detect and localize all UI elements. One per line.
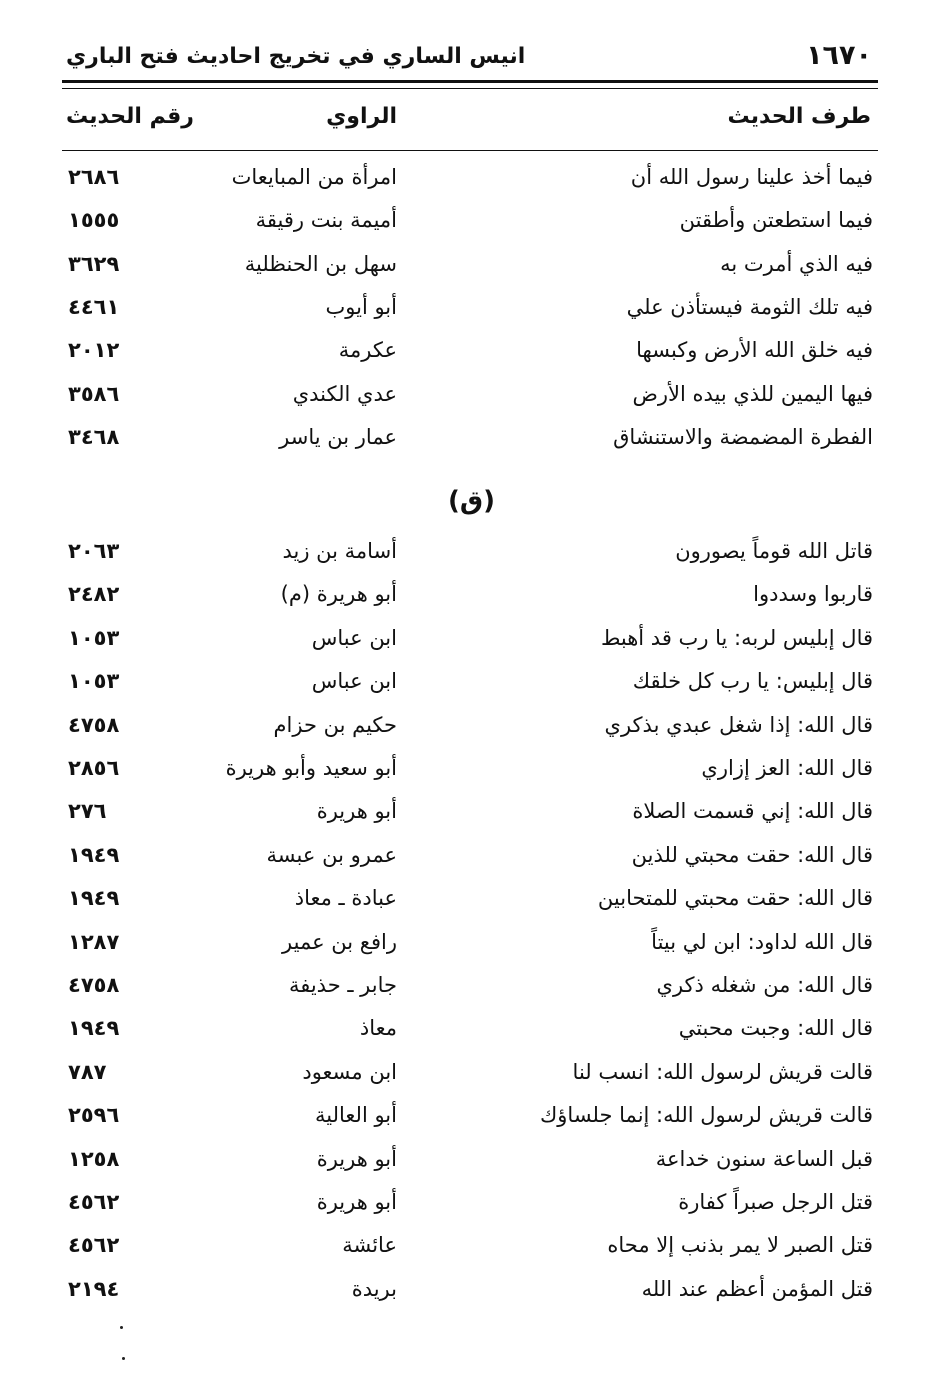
hadith-number: ١٠٥٣ [68,669,120,694]
narrator-name: عمرو بن عبسة [266,842,397,867]
table-row [0,1274,943,1310]
narrator-name: امرأة من المبايعات [231,165,397,189]
hadith-text: فيما استطعتن وأطقتن [679,208,873,233]
table-row [0,623,943,659]
hadith-number: ٤٥٦٢ [68,1233,120,1258]
hadith-number: ٤٤٦١ [68,294,120,319]
table-row [0,753,943,789]
narrator-name: أبو هريرة [316,1146,397,1171]
hadith-text: قال الله: إني قسمت الصلاة [632,799,873,824]
hadith-text: قال الله: العز إزاري [701,756,873,780]
hadith-number: ٢١٩٤ [68,1276,120,1301]
hadith-number: ١٠٥٣ [68,625,120,650]
book-title: انيس الساري في تخريج احاديث فتح الباري [66,44,526,69]
column-header-rule [62,150,878,151]
narrator-name: جابر ـ حذيفة [288,973,397,997]
page-number: ١٦٧٠ [806,40,872,71]
hadith-number: ١٩٤٩ [68,1016,120,1041]
hadith-text: قاتل الله قوماً يصورون [675,539,873,563]
hadith-number: ٢٦٨٦ [68,165,120,189]
hadith-number: ٢٠١٢ [68,338,120,363]
hadith-number: ١٢٨٧ [68,929,120,954]
narrator-name: أميمة بنت رقيقة [255,208,397,233]
section-letter: (ق) [447,486,495,516]
table-row [0,796,943,832]
hadith-text: قبل الساعة سنون خداعة [655,1146,873,1171]
hadith-number: ٢٨٥٦ [68,756,120,780]
narrator-name: عمار بن ياسر [279,424,397,449]
narrator-name: رافع بن عمير [282,929,397,954]
page-header [62,36,878,76]
header-rule-thin [62,88,878,89]
header-rule-thick [62,80,878,83]
table-row [0,1144,943,1180]
hadith-text: قال إبليس: يا رب كل خلقك [632,669,873,694]
hadith-text: قتل المؤمن أعظم عند الله [641,1276,873,1301]
narrator-name: ابن عباس [311,625,397,650]
hadith-text: قال الله: وجبت محبتي [678,1016,873,1041]
narrator-name: عدي الكندي [292,381,397,406]
table-row [0,579,943,615]
hadith-number: ١٩٤٩ [68,842,120,867]
hadith-text: قال الله: حقت محبتي للذين [631,842,873,867]
hadith-number: ٢٠٦٣ [68,539,120,563]
hadith-number: ٤٥٦٢ [68,1190,120,1214]
column-header-number: رقم الحديث [66,104,194,129]
hadith-number: ٢٥٩٦ [68,1103,120,1128]
hadith-number: ٣٥٨٦ [68,381,120,406]
stray-dot [122,1357,125,1360]
narrator-name: ابن مسعود [302,1059,397,1084]
narrator-name: أبو سعيد وأبو هريرة [225,756,397,780]
narrator-name: حكيم بن حزام [273,712,397,737]
narrator-name: أبو هريرة (م) [280,582,397,607]
hadith-number: ٤٧٥٨ [68,973,120,997]
table-row [0,249,943,285]
hadith-text: قالت قريش لرسول الله: إنما جلساؤك [539,1103,873,1128]
hadith-text: الفطرة المضمضة والاستنشاق [613,424,873,449]
hadith-text: قال الله لداود: ابن لي بيتاً [651,929,873,954]
table-row [0,1187,943,1223]
column-header-narrator: الراوي [326,104,397,129]
table-row [0,335,943,371]
narrator-name: أبو أيوب [325,294,397,319]
column-headers [0,104,943,144]
table-row [0,536,943,572]
hadith-number: ١٥٥٥ [68,208,120,233]
hadith-number: ١٩٤٩ [68,886,120,911]
table-row [0,292,943,328]
narrator-name: ابن عباس [311,669,397,694]
table-row [0,927,943,963]
hadith-text: قال الله: من شغله ذكري [656,973,873,997]
table-row [0,840,943,876]
hadith-text: فيما أخذ علينا رسول الله أن [630,165,873,189]
table-row [0,1013,943,1049]
table-row [0,1230,943,1266]
table-row [0,162,943,198]
hadith-text: فيه الذي أمرت به [720,251,873,276]
stray-dot [120,1326,123,1329]
narrator-name: عبادة ـ معاذ [294,886,397,911]
narrator-name: أبو العالية [315,1103,397,1128]
narrator-name: عكرمة [338,338,397,363]
column-header-hadith: طرف الحديث [727,104,871,129]
hadith-text: قتل الرجل صبراً كفارة [678,1190,873,1214]
table-row [0,205,943,241]
hadith-text: فيه تلك الثومة فيستأذن علي [626,294,873,319]
hadith-number: ٣٤٦٨ [68,424,120,449]
hadith-text: قال الله: إذا شغل عبدي بذكري [604,712,873,737]
table-row [0,710,943,746]
hadith-text: فيها اليمين للذي بيده الأرض [632,381,873,406]
hadith-number: ٢٤٨٢ [68,582,120,607]
table-row [0,422,943,458]
narrator-name: أسامة بن زيد [282,539,397,563]
table-row [0,883,943,919]
narrator-name: عائشة [342,1233,397,1258]
narrator-name: سهل بن الحنظلية [244,251,397,276]
hadith-text: قال الله: حقت محبتي للمتحابين [597,886,873,911]
hadith-text: قتل الصبر لا يمر بذنب إلا محاه [607,1233,873,1258]
hadith-number: ٤٧٥٨ [68,712,120,737]
table-row [0,1100,943,1136]
narrator-name: أبو هريرة [316,1190,397,1214]
narrator-name: أبو هريرة [316,799,397,824]
hadith-text: فيه خلق الله الأرض وكبسها [636,338,873,363]
hadith-number: ١٢٥٨ [68,1146,120,1171]
narrator-name: بريدة [351,1276,397,1301]
table-row [0,666,943,702]
hadith-number: ٧٨٧ [68,1059,107,1084]
hadith-number: ٣٦٢٩ [68,251,120,276]
hadith-text: قالت قريش لرسول الله: انسب لنا [572,1059,873,1084]
hadith-text: قاربوا وسددوا [753,582,873,607]
table-row [0,1057,943,1093]
hadith-number: ٢٧٦ [68,799,107,824]
hadith-text: قال إبليس لربه: يا رب قد أهبط [600,625,873,650]
table-row [0,379,943,415]
table-row [0,970,943,1006]
narrator-name: معاذ [359,1016,397,1041]
